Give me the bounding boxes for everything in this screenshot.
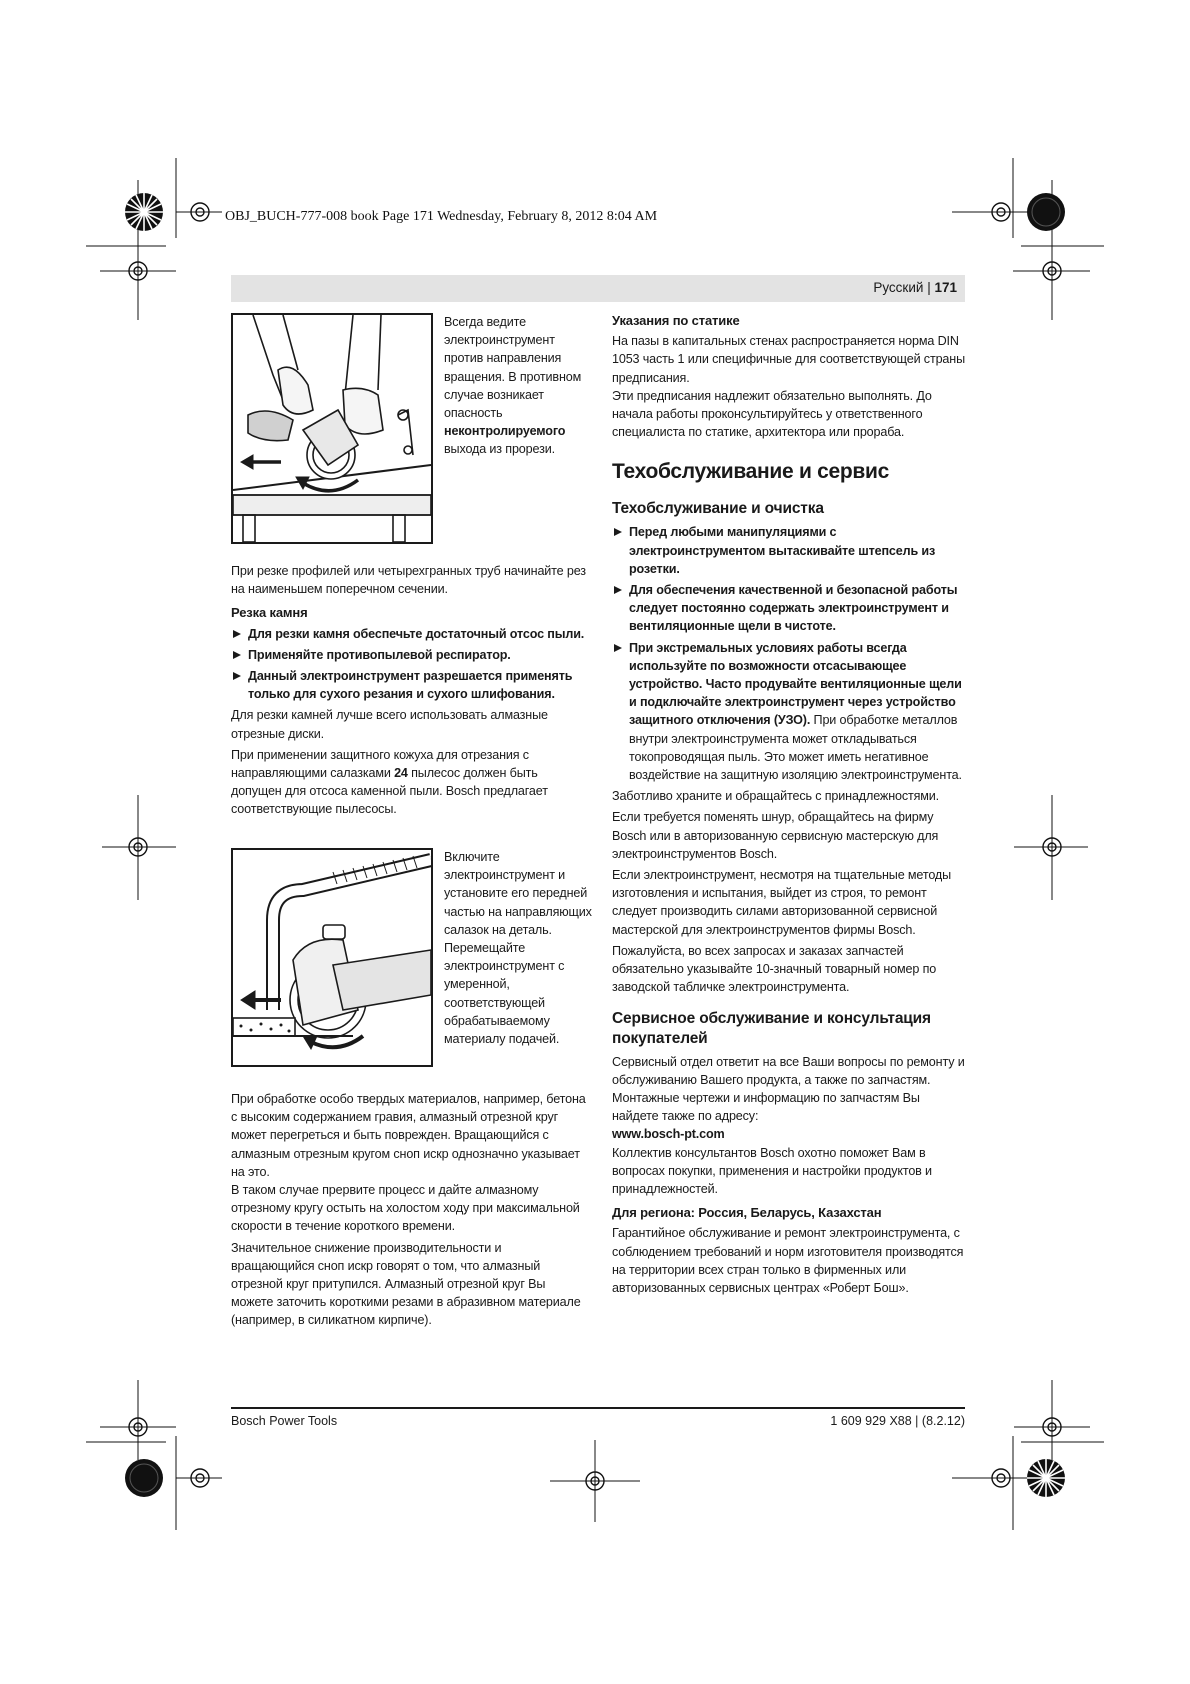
statics-paragraph-2: Эти предписания надлежит обязательно выполнять. До начала работы проконсультируйтесь у ответственного специалиста по статике, архитектора или прораба. bbox=[612, 388, 932, 440]
region-heading: Для региона: Россия, Беларусь, Казахстан bbox=[612, 1205, 882, 1221]
bullet-triangle-icon bbox=[614, 644, 622, 652]
maintenance-cleaning-heading: Техобслуживание и очистка bbox=[612, 500, 824, 518]
region-paragraph: Гарантийное обслуживание и ремонт электроинструмента, с соблюдением требований и норм изготовителя производятся на территории всех стран только в фирменных или авторизованных сервисных центрах «Роберт Бош». bbox=[612, 1226, 964, 1295]
figure1-caption-text: Всегда ведите электроинструмент против направления вращения. В противном случае возникает опасность bbox=[444, 315, 582, 421]
bullet-triangle-icon bbox=[233, 651, 241, 659]
guard-text-start: При применении защитного кожуха для отрезания с направляющими салазками bbox=[231, 747, 529, 781]
maintenance-bullet-3-bold: При экстремальных условиях работы всегда используйте по возможности отсасывающее устройство. Часто продувайте вентиляционные щели и подключайте электроинструмент через устройство защитного отключения (УЗО). bbox=[629, 640, 962, 728]
cord-paragraph: Если требуется поменять шнур, обращайтесь на фирму Bosch или в авторизованную сервисную мастерскую для электроинструментов Bosch. bbox=[612, 810, 939, 861]
maintenance-bullet-2-text: Для обеспечения качественной и безопасной работы следует постоянно содержать электроинструмент и вентиляционные щели в чистоте. bbox=[629, 583, 958, 634]
figure-cutting-direction bbox=[231, 313, 433, 544]
stone-bullet-3 bbox=[231, 667, 586, 703]
maintenance-service-title: Техобслуживание и сервис bbox=[612, 460, 889, 484]
service-url-link[interactable]: www.bosch-pt.com bbox=[612, 1127, 725, 1142]
stone-bullet-1-text: Для резки камня обеспечьте достаточный отсос пыли. bbox=[248, 626, 585, 641]
stone-bullet-3-text: Данный электроинструмент разрешается применять только для сухого резания и сухого шлифования. bbox=[248, 669, 573, 702]
left-column-upper bbox=[231, 562, 586, 822]
cutting-direction-illustration bbox=[233, 315, 431, 542]
figure2-caption: Включите электроинструмент и установите его передней частью на направляющих салазок на деталь. Перемещайте электроинструмент с умеренной, соответствующей обрабатываемому материалу подачей. bbox=[444, 850, 592, 1047]
statics-paragraph-1: На пазы в капитальных стенах распространяется норма DIN 1053 часть 1 или специфичные для соответствующей страны предписания. bbox=[612, 334, 965, 385]
figure1-caption-bold: неконтролируемого bbox=[444, 424, 566, 439]
profiles-paragraph: При резке профилей или четырехгранных труб начинайте рез на наименьшем поперечном сечении. bbox=[231, 564, 586, 597]
left-column-lower bbox=[231, 1090, 586, 1333]
failure-paragraph: Если электроинструмент, несмотря на тщательные методы изготовления и испытания, выйдет из строя, то ремонт следует производить силами авторизованной сервисной мастерской для электроинструментов фирмы Bosch. bbox=[612, 868, 952, 937]
guard-paragraph bbox=[231, 746, 586, 819]
order-paragraph: Пожалуйста, во всех запросах и заказах запчастей обязательно указывайте 10-значный товарный номер по заводской табличке электроинструмента. bbox=[612, 943, 937, 995]
figure1-caption bbox=[444, 313, 594, 459]
guard-text-end: пылесос должен быть допущен для отсоса каменной пыли. Bosch предлагает соответствующие пылесосы. bbox=[231, 766, 548, 817]
guide-sled-illustration bbox=[233, 850, 431, 1065]
bullet-triangle-icon bbox=[614, 586, 622, 594]
bullet-triangle-icon bbox=[233, 672, 241, 680]
consult-paragraph: Коллектив консультантов Bosch охотно поможет Вам в вопросах покупки, применения и настройки продуктов и принадлежностей. bbox=[612, 1145, 932, 1196]
interrupt-paragraph: В таком случае прервите процесс и дайте алмазному отрезному кругу остыть на холостом ходу при максимальной скорости в течение короткого времени. bbox=[231, 1183, 580, 1234]
right-column bbox=[612, 312, 968, 1300]
header-language: Русский bbox=[873, 280, 924, 295]
maintenance-bullet-2 bbox=[612, 581, 968, 636]
page-number: 171 bbox=[934, 280, 957, 295]
stone-bullet-2 bbox=[231, 646, 586, 664]
footer-doc-number: 1 609 929 X88 | (8.2.12) bbox=[830, 1414, 965, 1428]
service-consultation-heading: Сервисное обслуживание и консультация покупателей bbox=[612, 1009, 931, 1047]
bullet-triangle-icon bbox=[614, 528, 622, 536]
figure1-caption-end: выхода из прорези. bbox=[444, 442, 555, 457]
header-language-page bbox=[873, 280, 957, 295]
guard-item-number: 24 bbox=[394, 766, 408, 781]
figure-guide-sled bbox=[231, 848, 433, 1067]
dull-disc-paragraph: Значительное снижение производительности и вращающийся сноп искр говорят о том, что алмазный отрезной круг притупился. Алмазный отрезной круг Вы можете заточить короткими резами в абразивном материале (например, в силикатном кирпиче). bbox=[231, 1240, 581, 1328]
maintenance-bullet-1-text: Перед любыми манипуляциями с электроинструментом вытаскивайте штепсель из розетки. bbox=[629, 525, 936, 576]
bullet-triangle-icon bbox=[233, 630, 241, 638]
page-header bbox=[231, 275, 965, 302]
maintenance-bullet-3-text: При обработке металлов внутри электроинструмента может откладываться токопроводящая пыль. Это может иметь негативное воздействие на защитную изоляцию электроинструмента. bbox=[629, 713, 962, 783]
maintenance-bullet-3 bbox=[612, 639, 968, 785]
stone-cutting-heading: Резка камня bbox=[231, 605, 308, 621]
footer-rule bbox=[231, 1407, 965, 1409]
hard-materials-paragraph: При обработке особо твердых материалов, например, бетона с высоким содержанием гравия, алмазный отрезной круг может перегреться и быть поврежден. Вращающийся с алмазным отрезным кругом сноп искр однозначно указывает на это. bbox=[231, 1092, 586, 1179]
book-file-info: OBJ_BUCH-777-008 book Page 171 Wednesday, February 8, 2012 8:04 AM bbox=[225, 209, 658, 224]
statics-heading: Указания по статике bbox=[612, 313, 740, 328]
maintenance-bullet-1 bbox=[612, 523, 968, 578]
stone-bullet-2-text: Применяйте противопылевой респиратор. bbox=[248, 647, 511, 662]
footer-brand: Bosch Power Tools bbox=[231, 1414, 338, 1428]
accessories-paragraph: Заботливо храните и обращайтесь с принадлежностями. bbox=[612, 789, 940, 804]
service-paragraph: Сервисный отдел ответит на все Ваши вопросы по ремонту и обслуживанию Вашего продукта, а также по запчастям. Монтажные чертежи и информацию по запчастям Вы найдете также по адресу: bbox=[612, 1054, 965, 1124]
header-separator: | bbox=[927, 280, 931, 295]
diamond-disc-paragraph: Для резки камней лучше всего использовать алмазные отрезные диски. bbox=[231, 708, 548, 741]
stone-bullet-1 bbox=[231, 625, 586, 643]
